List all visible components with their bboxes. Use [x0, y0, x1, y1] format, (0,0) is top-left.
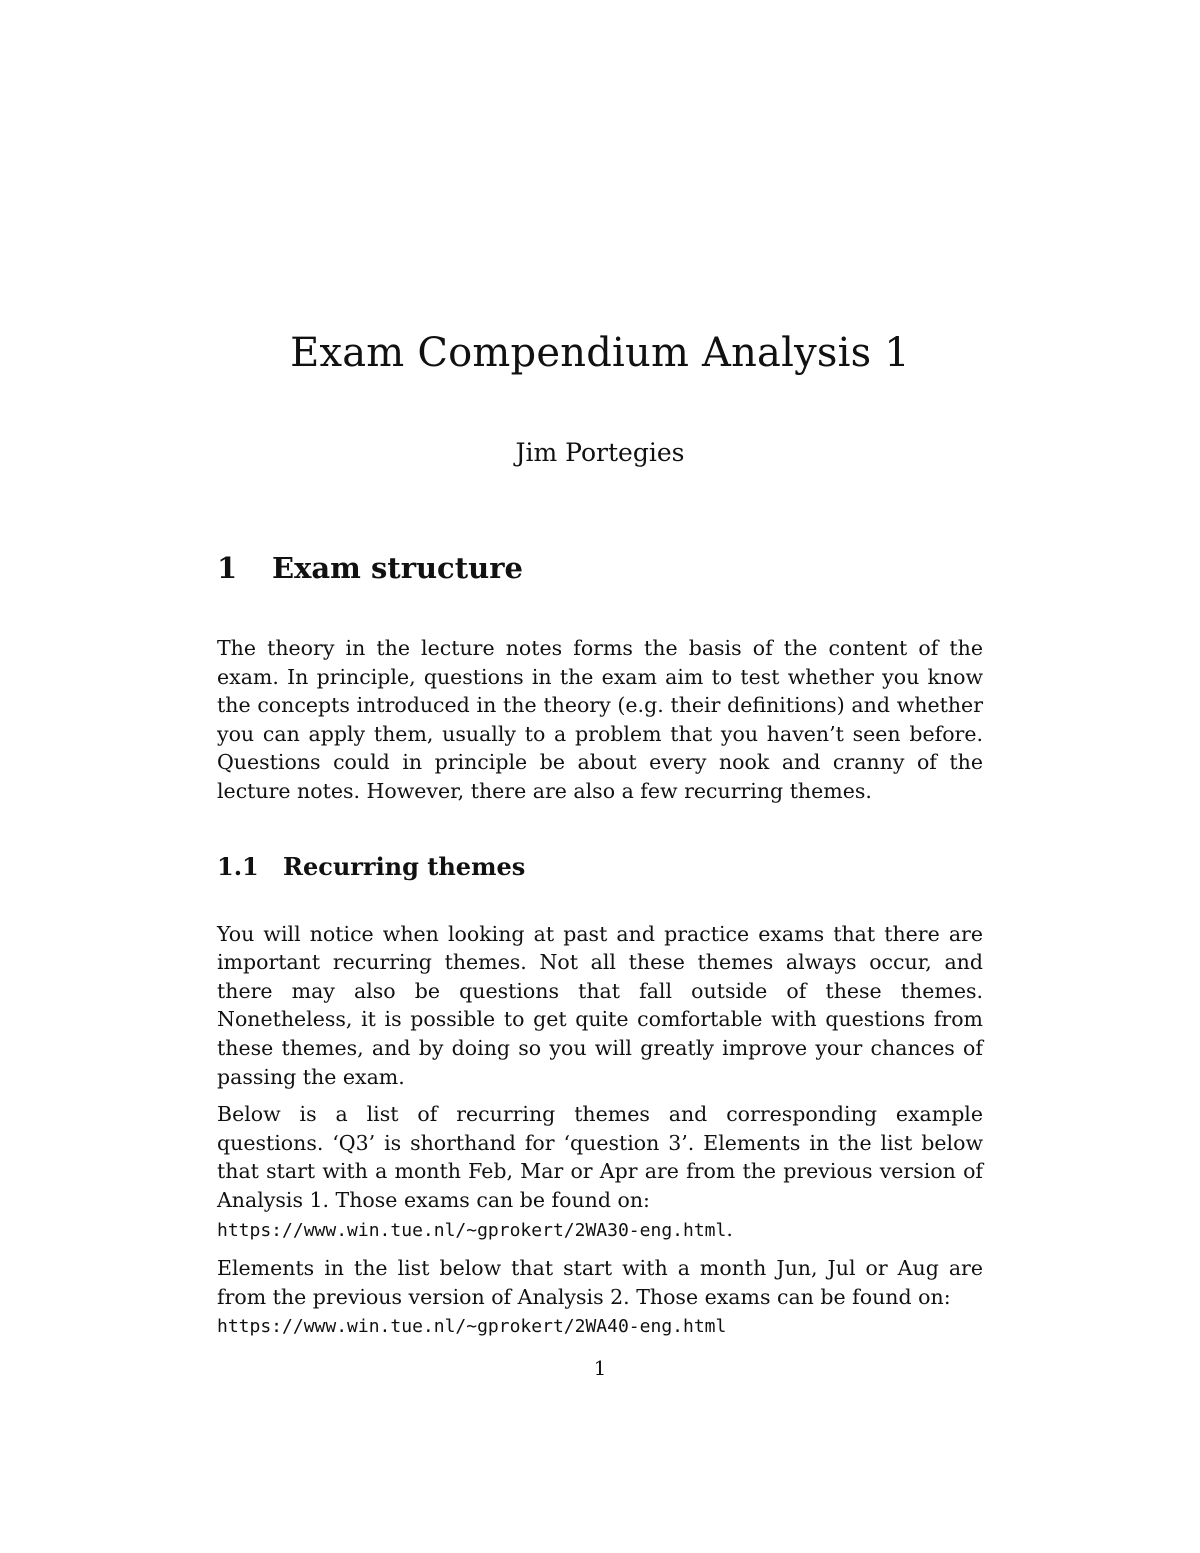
- paragraph-recurring-themes-intro: You will notice when looking at past and practice exams that there are important recurring themes. Not all these themes always occur, and there may also be questions that fall outside of these themes. Nonetheless, it is possible to get quite comfortable with questions from these themes, and by doing so you will greatly improve your chances of passing the exam.: [217, 921, 983, 1089]
- paragraph-text: Below is a list of recurring themes and corresponding example questions. ‘Q3’ is shorthand for ‘question 3’. Elements in the list below that start with a month Feb, Mar or Apr are from the previous version of Analysis 1. Those exams can be found on:: [217, 1102, 983, 1212]
- analysis1-exams-link[interactable]: https://www.win.tue.nl/~gprokert/2WA30-eng.html: [217, 1219, 727, 1241]
- section-number: 1: [217, 551, 238, 585]
- subsection-number: 1.1: [217, 851, 259, 881]
- section-title: Exam structure: [272, 551, 523, 585]
- page-number: 1: [593, 1356, 607, 1380]
- subsection-title: Recurring themes: [283, 851, 526, 881]
- paragraph-exam-structure: The theory in the lecture notes forms the basis of the content of the exam. In principle, questions in the exam aim to test whether you know the concepts introduced in the theory (e.g. their definitions) and whether you can apply them, usually to a problem that you haven’t seen before. Questions could in principle be about every nook and cranny of the lecture notes. However, there are also a few recurring themes.: [217, 636, 983, 803]
- document-author: Jim Portegies: [515, 438, 685, 467]
- paragraph-text: Elements in the list below that start with a month Jun, Jul or Aug are from the previous version of Analysis 2. Those exams can be found on:: [217, 1256, 983, 1309]
- paragraph-theme-list-description: [217, 1100, 983, 1245]
- analysis2-exams-link[interactable]: https://www.win.tue.nl/~gprokert/2WA40-eng.html: [217, 1316, 727, 1338]
- paragraph-analysis2-exams: [217, 1254, 983, 1342]
- document-body: [217, 548, 983, 1351]
- sentence-period: .: [726, 1216, 733, 1241]
- subsection-heading-recurring-themes: [217, 850, 983, 884]
- document-title: Exam Compendium Analysis 1: [290, 330, 910, 376]
- section-heading-exam-structure: [217, 548, 983, 588]
